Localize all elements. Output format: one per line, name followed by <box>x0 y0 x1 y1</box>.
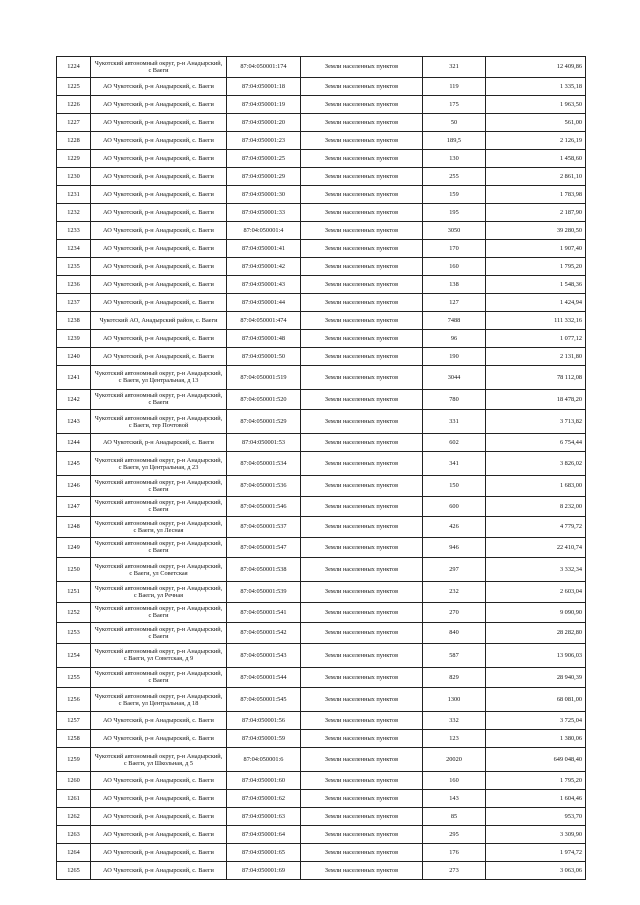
table-row <box>57 452 586 476</box>
land-category-cell: Земли населенных пунктов <box>301 257 423 275</box>
land-category-cell: Земли населенных пунктов <box>301 365 423 389</box>
table-row <box>57 623 586 644</box>
area-cell: 840 <box>423 623 486 644</box>
area-cell: 297 <box>423 558 486 582</box>
table-row <box>57 221 586 239</box>
table-row <box>57 730 586 748</box>
row-number-cell: 1242 <box>57 389 91 410</box>
land-category-cell: Земли населенных пунктов <box>301 389 423 410</box>
table-row <box>57 203 586 221</box>
land-category-cell: Земли населенных пунктов <box>301 452 423 476</box>
area-cell: 159 <box>423 185 486 203</box>
address-cell: Чукотский автономный округ, р-н Анадырский, с Ваеги <box>91 57 227 78</box>
land-category-cell: Земли населенных пунктов <box>301 808 423 826</box>
table-row <box>57 293 586 311</box>
area-cell: 123 <box>423 730 486 748</box>
land-category-cell: Земли населенных пунктов <box>301 185 423 203</box>
land-category-cell: Земли населенных пунктов <box>301 95 423 113</box>
table-row <box>57 844 586 862</box>
address-cell: АО Чукотский, р-н Анадырский, с. Ваеги <box>91 203 227 221</box>
table-row <box>57 667 586 688</box>
table-row <box>57 149 586 167</box>
area-cell: 295 <box>423 826 486 844</box>
land-category-cell: Земли населенных пунктов <box>301 77 423 95</box>
row-number-cell: 1260 <box>57 772 91 790</box>
area-cell: 7488 <box>423 311 486 329</box>
area-cell: 190 <box>423 347 486 365</box>
land-category-cell: Земли населенных пунктов <box>301 293 423 311</box>
cadastral-number-cell: 87:04:050001:25 <box>227 149 301 167</box>
address-cell: АО Чукотский, р-н Анадырский, с. Ваеги <box>91 844 227 862</box>
table-row <box>57 434 586 452</box>
area-cell: 321 <box>423 57 486 78</box>
area-cell: 160 <box>423 772 486 790</box>
cadastral-value-cell: 1 974,72 <box>486 844 586 862</box>
address-cell: Чукотский автономный округ, р-н Анадырский, с Ваеги, ул Лесная <box>91 517 227 538</box>
land-category-cell: Земли населенных пунктов <box>301 772 423 790</box>
address-cell: АО Чукотский, р-н Анадырский, с. Ваеги <box>91 77 227 95</box>
row-number-cell: 1239 <box>57 329 91 347</box>
land-category-cell: Земли населенных пунктов <box>301 790 423 808</box>
cadastral-number-cell: 87:04:050001:65 <box>227 844 301 862</box>
area-cell: 96 <box>423 329 486 347</box>
cadastral-number-cell: 87:04:050001:529 <box>227 410 301 434</box>
table-row <box>57 496 586 517</box>
cadastral-number-cell: 87:04:050001:59 <box>227 730 301 748</box>
address-cell: Чукотский автономный округ, р-н Анадырский, с Ваеги, ул Школьная, д 5 <box>91 748 227 772</box>
cadastral-number-cell: 87:04:050001:547 <box>227 537 301 558</box>
cadastral-value-cell: 1 604,46 <box>486 790 586 808</box>
land-category-cell: Земли населенных пунктов <box>301 688 423 712</box>
cadastral-value-cell: 3 063,06 <box>486 862 586 880</box>
land-category-cell: Земли населенных пунктов <box>301 748 423 772</box>
cadastral-number-cell: 87:04:050001:43 <box>227 275 301 293</box>
cadastral-number-cell: 87:04:050001:542 <box>227 623 301 644</box>
address-cell: Чукотский автономный округ, р-н Анадырский, с Ваеги, ул Советская, д 9 <box>91 643 227 667</box>
address-cell: АО Чукотский, р-н Анадырский, с. Ваеги <box>91 808 227 826</box>
cadastral-value-cell: 78 112,08 <box>486 365 586 389</box>
cadastral-value-cell: 561,00 <box>486 113 586 131</box>
table-row <box>57 131 586 149</box>
table-row <box>57 77 586 95</box>
address-cell: АО Чукотский, р-н Анадырский, с. Ваеги <box>91 826 227 844</box>
cadastral-number-cell: 87:04:050001:545 <box>227 688 301 712</box>
area-cell: 426 <box>423 517 486 538</box>
area-cell: 150 <box>423 476 486 497</box>
cadastral-number-cell: 87:04:050001:44 <box>227 293 301 311</box>
cadastral-value-cell: 68 081,00 <box>486 688 586 712</box>
address-cell: Чукотский автономный округ, р-н Анадырский, с Ваеги <box>91 496 227 517</box>
table-row <box>57 688 586 712</box>
cadastral-value-cell: 1 963,50 <box>486 95 586 113</box>
land-category-cell: Земли населенных пунктов <box>301 434 423 452</box>
address-cell: АО Чукотский, р-н Анадырский, с. Ваеги <box>91 275 227 293</box>
table-row <box>57 347 586 365</box>
area-cell: 3044 <box>423 365 486 389</box>
cadastral-value-cell: 18 478,20 <box>486 389 586 410</box>
row-number-cell: 1249 <box>57 537 91 558</box>
cadastral-number-cell: 87:04:050001:30 <box>227 185 301 203</box>
area-cell: 189,5 <box>423 131 486 149</box>
cadastral-value-cell: 1 548,36 <box>486 275 586 293</box>
cadastral-value-cell: 1 424,94 <box>486 293 586 311</box>
cadastral-number-cell: 87:04:050001:538 <box>227 558 301 582</box>
row-number-cell: 1237 <box>57 293 91 311</box>
address-cell: АО Чукотский, р-н Анадырский, с. Ваеги <box>91 257 227 275</box>
land-category-cell: Земли населенных пунктов <box>301 347 423 365</box>
address-cell: Чукотский АО, Анадырский район, с. Ваеги <box>91 311 227 329</box>
address-cell: АО Чукотский, р-н Анадырский, с. Ваеги <box>91 131 227 149</box>
land-category-cell: Земли населенных пунктов <box>301 113 423 131</box>
row-number-cell: 1254 <box>57 643 91 667</box>
cadastral-number-cell: 87:04:050001:537 <box>227 517 301 538</box>
cadastral-number-cell: 87:04:050001:20 <box>227 113 301 131</box>
cadastral-number-cell: 87:04:050001:48 <box>227 329 301 347</box>
cadastral-number-cell: 87:04:050001:4 <box>227 221 301 239</box>
address-cell: Чукотский автономный округ, р-н Анадырский, с Ваеги <box>91 667 227 688</box>
cadastral-number-cell: 87:04:050001:60 <box>227 772 301 790</box>
row-number-cell: 1231 <box>57 185 91 203</box>
cadastral-number-cell: 87:04:050001:42 <box>227 257 301 275</box>
row-number-cell: 1253 <box>57 623 91 644</box>
table-row <box>57 389 586 410</box>
cadastral-value-cell: 1 077,12 <box>486 329 586 347</box>
land-category-cell: Земли населенных пунктов <box>301 275 423 293</box>
row-number-cell: 1250 <box>57 558 91 582</box>
table-row <box>57 862 586 880</box>
row-number-cell: 1256 <box>57 688 91 712</box>
cadastral-value-cell: 39 280,50 <box>486 221 586 239</box>
row-number-cell: 1245 <box>57 452 91 476</box>
row-number-cell: 1252 <box>57 602 91 623</box>
cadastral-value-cell: 13 906,03 <box>486 643 586 667</box>
land-category-cell: Земли населенных пунктов <box>301 862 423 880</box>
cadastral-value-cell: 3 332,34 <box>486 558 586 582</box>
table-row <box>57 643 586 667</box>
area-cell: 1300 <box>423 688 486 712</box>
land-category-cell: Земли населенных пунктов <box>301 329 423 347</box>
row-number-cell: 1255 <box>57 667 91 688</box>
address-cell: Чукотский автономный округ, р-н Анадырский, с Ваеги <box>91 623 227 644</box>
cadastral-value-cell: 1 380,06 <box>486 730 586 748</box>
table-row <box>57 476 586 497</box>
table-row <box>57 257 586 275</box>
land-category-cell: Земли населенных пунктов <box>301 558 423 582</box>
cadastral-value-cell: 3 725,04 <box>486 712 586 730</box>
area-cell: 127 <box>423 293 486 311</box>
address-cell: Чукотский автономный округ, р-н Анадырский, с Ваеги <box>91 476 227 497</box>
area-cell: 587 <box>423 643 486 667</box>
table-row <box>57 365 586 389</box>
row-number-cell: 1228 <box>57 131 91 149</box>
cadastral-number-cell: 87:04:050001:29 <box>227 167 301 185</box>
table-row <box>57 517 586 538</box>
cadastral-value-cell: 3 713,82 <box>486 410 586 434</box>
area-cell: 175 <box>423 95 486 113</box>
address-cell: АО Чукотский, р-н Анадырский, с. Ваеги <box>91 772 227 790</box>
cadastral-number-cell: 87:04:050001:520 <box>227 389 301 410</box>
land-category-cell: Земли населенных пунктов <box>301 537 423 558</box>
land-category-cell: Земли населенных пунктов <box>301 496 423 517</box>
row-number-cell: 1225 <box>57 77 91 95</box>
table-row <box>57 57 586 78</box>
cadastral-value-cell: 28 282,80 <box>486 623 586 644</box>
area-cell: 85 <box>423 808 486 826</box>
area-cell: 946 <box>423 537 486 558</box>
table-row <box>57 167 586 185</box>
cadastral-value-cell: 8 232,00 <box>486 496 586 517</box>
address-cell: АО Чукотский, р-н Анадырский, с. Ваеги <box>91 730 227 748</box>
address-cell: АО Чукотский, р-н Анадырский, с. Ваеги <box>91 113 227 131</box>
table-row <box>57 826 586 844</box>
address-cell: АО Чукотский, р-н Анадырский, с. Ваеги <box>91 95 227 113</box>
address-cell: АО Чукотский, р-н Анадырский, с. Ваеги <box>91 167 227 185</box>
table-row <box>57 772 586 790</box>
row-number-cell: 1265 <box>57 862 91 880</box>
address-cell: Чукотский автономный округ, р-н Анадырский, с Ваеги, ул Центральная, д 13 <box>91 365 227 389</box>
cadastral-number-cell: 87:04:050001:544 <box>227 667 301 688</box>
cadastral-number-cell: 87:04:050001:53 <box>227 434 301 452</box>
land-category-cell: Земли населенных пунктов <box>301 239 423 257</box>
table-row <box>57 410 586 434</box>
row-number-cell: 1224 <box>57 57 91 78</box>
cadastral-number-cell: 87:04:050001:69 <box>227 862 301 880</box>
cadastral-value-cell: 2 187,90 <box>486 203 586 221</box>
address-cell: Чукотский автономный округ, р-н Анадырский, с Ваеги <box>91 389 227 410</box>
table-row <box>57 582 586 603</box>
address-cell: АО Чукотский, р-н Анадырский, с. Ваеги <box>91 347 227 365</box>
table-body <box>57 57 586 880</box>
address-cell: Чукотский автономный округ, р-н Анадырский, с Ваеги, ул Речная <box>91 582 227 603</box>
area-cell: 332 <box>423 712 486 730</box>
address-cell: АО Чукотский, р-н Анадырский, с. Ваеги <box>91 221 227 239</box>
table-row <box>57 239 586 257</box>
cadastral-number-cell: 87:04:050001:19 <box>227 95 301 113</box>
cadastral-value-cell: 1 458,60 <box>486 149 586 167</box>
land-category-cell: Земли населенных пунктов <box>301 131 423 149</box>
row-number-cell: 1229 <box>57 149 91 167</box>
cadastral-value-cell: 2 131,80 <box>486 347 586 365</box>
cadastral-value-cell: 111 332,16 <box>486 311 586 329</box>
address-cell: АО Чукотский, р-н Анадырский, с. Ваеги <box>91 293 227 311</box>
row-number-cell: 1226 <box>57 95 91 113</box>
row-number-cell: 1243 <box>57 410 91 434</box>
land-category-cell: Земли населенных пунктов <box>301 311 423 329</box>
row-number-cell: 1264 <box>57 844 91 862</box>
table-row <box>57 329 586 347</box>
cadastral-value-cell: 6 754,44 <box>486 434 586 452</box>
cadastral-number-cell: 87:04:050001:541 <box>227 602 301 623</box>
cadastral-number-cell: 87:04:050001:534 <box>227 452 301 476</box>
table-row <box>57 808 586 826</box>
land-category-cell: Земли населенных пунктов <box>301 582 423 603</box>
address-cell: Чукотский автономный округ, р-н Анадырский, с Ваеги, ул Советская <box>91 558 227 582</box>
land-category-cell: Земли населенных пунктов <box>301 57 423 78</box>
land-category-cell: Земли населенных пунктов <box>301 826 423 844</box>
land-category-cell: Земли населенных пунктов <box>301 517 423 538</box>
address-cell: Чукотский автономный округ, р-н Анадырский, с Ваеги, ул Центральная, д 23 <box>91 452 227 476</box>
land-category-cell: Земли населенных пунктов <box>301 476 423 497</box>
cadastral-value-cell: 2 861,10 <box>486 167 586 185</box>
land-category-cell: Земли населенных пунктов <box>301 221 423 239</box>
cadastral-number-cell: 87:04:050001:6 <box>227 748 301 772</box>
cadastral-value-cell: 1 795,20 <box>486 772 586 790</box>
row-number-cell: 1232 <box>57 203 91 221</box>
area-cell: 600 <box>423 496 486 517</box>
address-cell: АО Чукотский, р-н Анадырский, с. Ваеги <box>91 862 227 880</box>
row-number-cell: 1251 <box>57 582 91 603</box>
row-number-cell: 1248 <box>57 517 91 538</box>
area-cell: 50 <box>423 113 486 131</box>
cadastral-number-cell: 87:04:050001:474 <box>227 311 301 329</box>
cadastral-number-cell: 87:04:050001:62 <box>227 790 301 808</box>
area-cell: 143 <box>423 790 486 808</box>
address-cell: Чукотский автономный округ, р-н Анадырский, с Ваеги <box>91 537 227 558</box>
cadastral-value-cell: 649 048,40 <box>486 748 586 772</box>
row-number-cell: 1259 <box>57 748 91 772</box>
address-cell: АО Чукотский, р-н Анадырский, с. Ваеги <box>91 434 227 452</box>
land-category-cell: Земли населенных пунктов <box>301 203 423 221</box>
cadastral-value-cell: 953,70 <box>486 808 586 826</box>
row-number-cell: 1233 <box>57 221 91 239</box>
row-number-cell: 1246 <box>57 476 91 497</box>
table-row <box>57 748 586 772</box>
area-cell: 195 <box>423 203 486 221</box>
table-row <box>57 712 586 730</box>
address-cell: АО Чукотский, р-н Анадырский, с. Ваеги <box>91 712 227 730</box>
area-cell: 270 <box>423 602 486 623</box>
cadastral-value-cell: 1 683,00 <box>486 476 586 497</box>
row-number-cell: 1227 <box>57 113 91 131</box>
row-number-cell: 1235 <box>57 257 91 275</box>
land-category-cell: Земли населенных пунктов <box>301 149 423 167</box>
cadastral-value-cell: 12 409,86 <box>486 57 586 78</box>
cadastral-number-cell: 87:04:050001:536 <box>227 476 301 497</box>
address-cell: Чукотский автономный округ, р-н Анадырский, с Ваеги, ул Центральная, д 18 <box>91 688 227 712</box>
cadastral-value-cell: 1 335,18 <box>486 77 586 95</box>
table-row <box>57 790 586 808</box>
table-row <box>57 95 586 113</box>
area-cell: 138 <box>423 275 486 293</box>
cadastral-value-cell: 3 826,02 <box>486 452 586 476</box>
area-cell: 119 <box>423 77 486 95</box>
row-number-cell: 1257 <box>57 712 91 730</box>
area-cell: 602 <box>423 434 486 452</box>
table-row <box>57 537 586 558</box>
table-row <box>57 311 586 329</box>
cadastral-value-cell: 22 410,74 <box>486 537 586 558</box>
cadastral-number-cell: 87:04:050001:33 <box>227 203 301 221</box>
address-cell: АО Чукотский, р-н Анадырский, с. Ваеги <box>91 149 227 167</box>
cadastral-number-cell: 87:04:050001:63 <box>227 808 301 826</box>
cadastral-number-cell: 87:04:050001:23 <box>227 131 301 149</box>
area-cell: 176 <box>423 844 486 862</box>
cadastral-number-cell: 87:04:050001:56 <box>227 712 301 730</box>
cadastral-value-cell: 1 783,98 <box>486 185 586 203</box>
cadastral-value-cell: 2 126,19 <box>486 131 586 149</box>
cadastral-number-cell: 87:04:050001:64 <box>227 826 301 844</box>
address-cell: АО Чукотский, р-н Анадырский, с. Ваеги <box>91 185 227 203</box>
table-row <box>57 113 586 131</box>
land-category-cell: Земли населенных пунктов <box>301 167 423 185</box>
table-row <box>57 185 586 203</box>
land-category-cell: Земли населенных пунктов <box>301 730 423 748</box>
row-number-cell: 1238 <box>57 311 91 329</box>
cadastral-number-cell: 87:04:050001:519 <box>227 365 301 389</box>
address-cell: Чукотский автономный округ, р-н Анадырский, с Ваеги <box>91 602 227 623</box>
cadastral-value-cell: 1 907,40 <box>486 239 586 257</box>
cadastral-value-cell: 28 940,39 <box>486 667 586 688</box>
row-number-cell: 1262 <box>57 808 91 826</box>
address-cell: Чукотский автономный округ, р-н Анадырский, с Ваеги, тер Почтовой <box>91 410 227 434</box>
cadastral-number-cell: 87:04:050001:539 <box>227 582 301 603</box>
table-row <box>57 602 586 623</box>
area-cell: 780 <box>423 389 486 410</box>
land-category-cell: Земли населенных пунктов <box>301 643 423 667</box>
area-cell: 130 <box>423 149 486 167</box>
row-number-cell: 1230 <box>57 167 91 185</box>
row-number-cell: 1240 <box>57 347 91 365</box>
cadastral-number-cell: 87:04:050001:546 <box>227 496 301 517</box>
area-cell: 232 <box>423 582 486 603</box>
row-number-cell: 1258 <box>57 730 91 748</box>
cadastral-number-cell: 87:04:050001:543 <box>227 643 301 667</box>
row-number-cell: 1241 <box>57 365 91 389</box>
row-number-cell: 1234 <box>57 239 91 257</box>
cadastral-value-cell: 2 603,04 <box>486 582 586 603</box>
row-number-cell: 1263 <box>57 826 91 844</box>
land-category-cell: Земли населенных пунктов <box>301 623 423 644</box>
area-cell: 341 <box>423 452 486 476</box>
address-cell: АО Чукотский, р-н Анадырский, с. Ваеги <box>91 239 227 257</box>
cadastral-number-cell: 87:04:050001:18 <box>227 77 301 95</box>
row-number-cell: 1261 <box>57 790 91 808</box>
area-cell: 829 <box>423 667 486 688</box>
land-category-cell: Земли населенных пунктов <box>301 844 423 862</box>
land-category-cell: Земли населенных пунктов <box>301 602 423 623</box>
area-cell: 160 <box>423 257 486 275</box>
cadastral-value-cell: 9 090,90 <box>486 602 586 623</box>
area-cell: 331 <box>423 410 486 434</box>
land-category-cell: Земли населенных пунктов <box>301 410 423 434</box>
area-cell: 170 <box>423 239 486 257</box>
area-cell: 20020 <box>423 748 486 772</box>
land-category-cell: Земли населенных пунктов <box>301 667 423 688</box>
cadastral-number-cell: 87:04:050001:41 <box>227 239 301 257</box>
land-parcels-table <box>56 56 586 880</box>
row-number-cell: 1247 <box>57 496 91 517</box>
cadastral-value-cell: 1 795,20 <box>486 257 586 275</box>
cadastral-number-cell: 87:04:050001:174 <box>227 57 301 78</box>
table-row <box>57 558 586 582</box>
area-cell: 273 <box>423 862 486 880</box>
cadastral-value-cell: 3 309,90 <box>486 826 586 844</box>
cadastral-number-cell: 87:04:050001:50 <box>227 347 301 365</box>
area-cell: 3050 <box>423 221 486 239</box>
address-cell: АО Чукотский, р-н Анадырский, с. Ваеги <box>91 790 227 808</box>
address-cell: АО Чукотский, р-н Анадырский, с. Ваеги <box>91 329 227 347</box>
cadastral-value-cell: 4 779,72 <box>486 517 586 538</box>
area-cell: 255 <box>423 167 486 185</box>
row-number-cell: 1244 <box>57 434 91 452</box>
land-category-cell: Земли населенных пунктов <box>301 712 423 730</box>
table-row <box>57 275 586 293</box>
row-number-cell: 1236 <box>57 275 91 293</box>
